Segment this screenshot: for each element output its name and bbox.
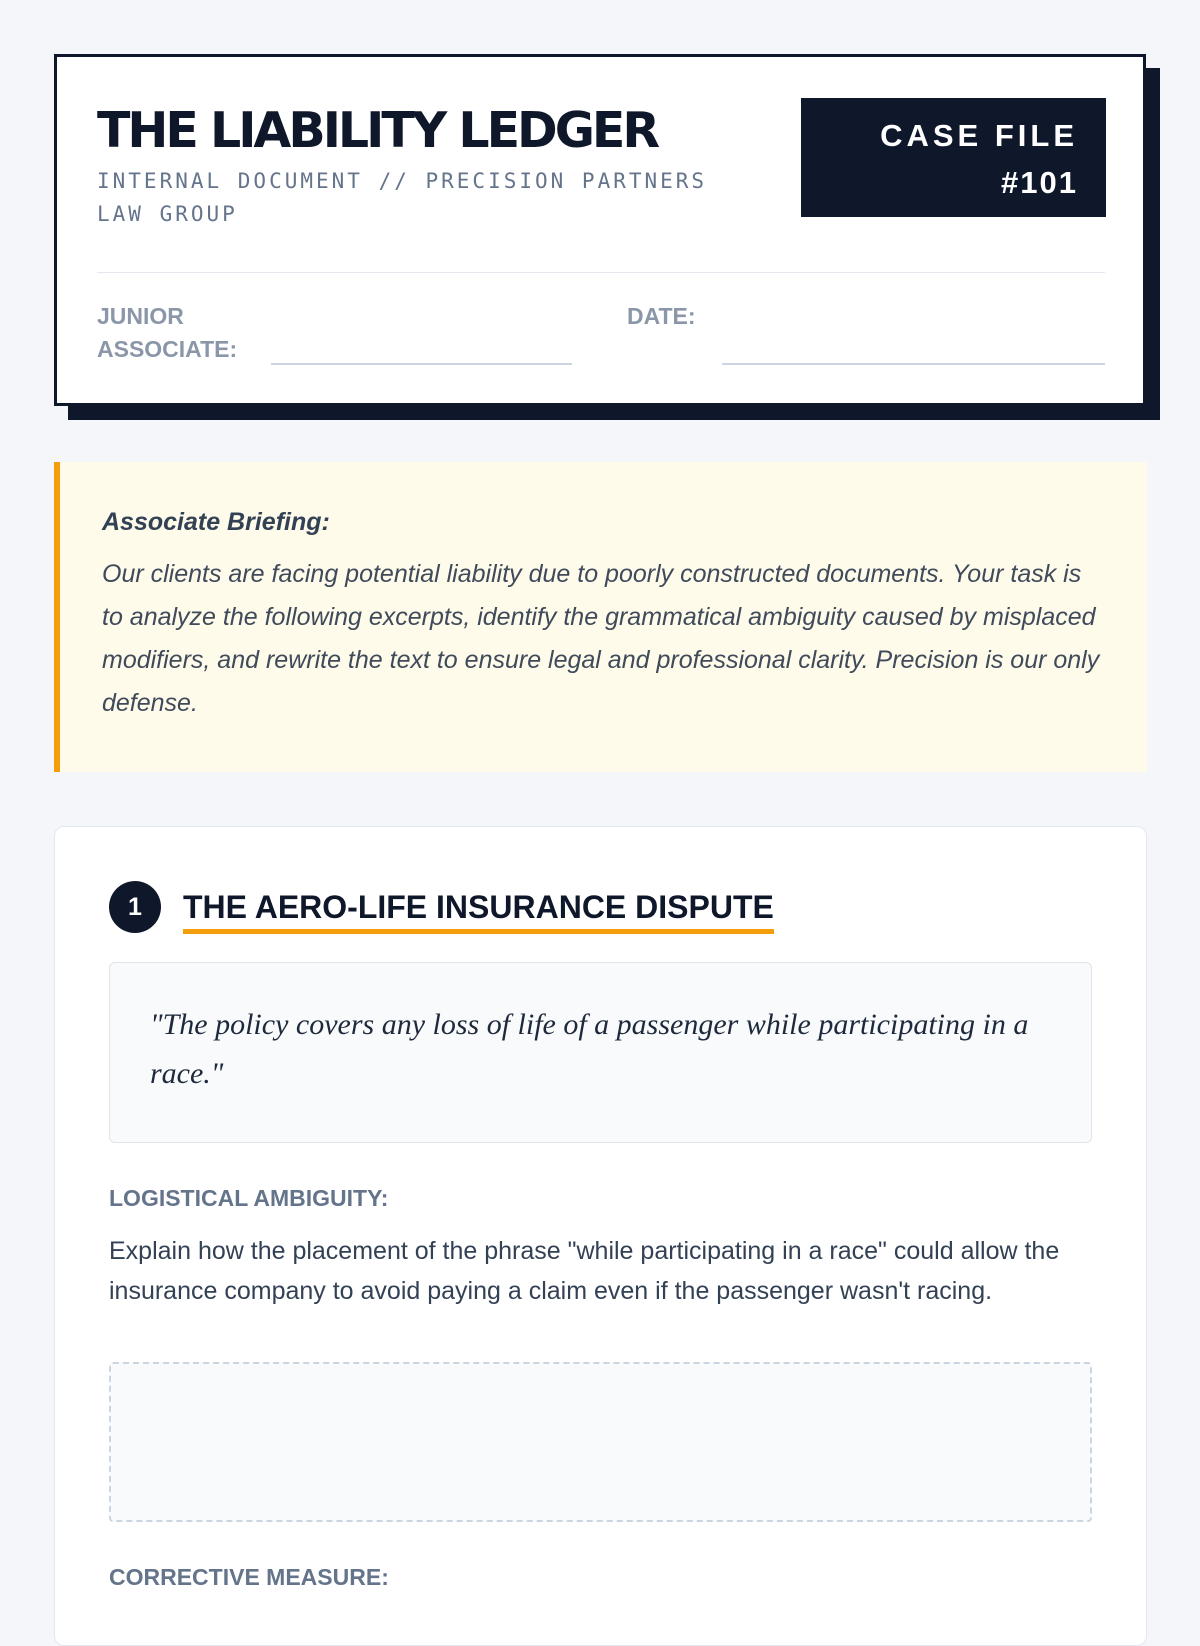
firm-subtitle: INTERNAL DOCUMENT // PRECISION PARTNERS LAW GROUP (97, 169, 708, 226)
page-title: THE LIABILITY LEDGER (97, 102, 658, 159)
case-file-label: CASE FILE (880, 118, 1078, 153)
junior-associate-label: JUNIOR ASSOCIATE: (97, 303, 238, 362)
case-header (54, 54, 1146, 406)
header-divider (97, 272, 1105, 273)
junior-associate-field[interactable] (271, 363, 572, 365)
case-file-number: #101 (1001, 165, 1078, 200)
associate-briefing (54, 462, 1147, 772)
section-title: THE AERO-LIFE INSURANCE DISPUTE (183, 885, 774, 934)
case-file-badge (801, 98, 1106, 217)
ambiguity-answer-area[interactable] (109, 1362, 1092, 1522)
logistical-ambiguity-label: LOGISTICAL AMBIGUITY: (109, 1185, 389, 1211)
section-number-badge: 1 (109, 881, 161, 933)
case-section (54, 826, 1147, 1646)
policy-excerpt (109, 962, 1092, 1143)
date-field[interactable] (722, 363, 1105, 365)
briefing-title: Associate Briefing: (102, 508, 330, 536)
briefing-body: Our clients are facing potential liability due to poorly constructed documents. Your task is to analyze the following excerpts, identify the grammatical ambiguity caused by misplaced modifiers, and rewrite the text to ensure legal and professional clarity. Precision is our only defense. (102, 560, 1100, 717)
corrective-measure-label: CORRECTIVE MEASURE: (109, 1564, 389, 1590)
policy-quote: "The policy covers any loss of life of a passenger while participating in a race." (150, 1008, 1029, 1090)
logistical-ambiguity-prompt: Explain how the placement of the phrase "while participating in a race" could allow the insurance company to avoid paying a claim even if the passenger wasn't racing. (109, 1237, 1060, 1305)
date-label: DATE: (627, 303, 696, 329)
